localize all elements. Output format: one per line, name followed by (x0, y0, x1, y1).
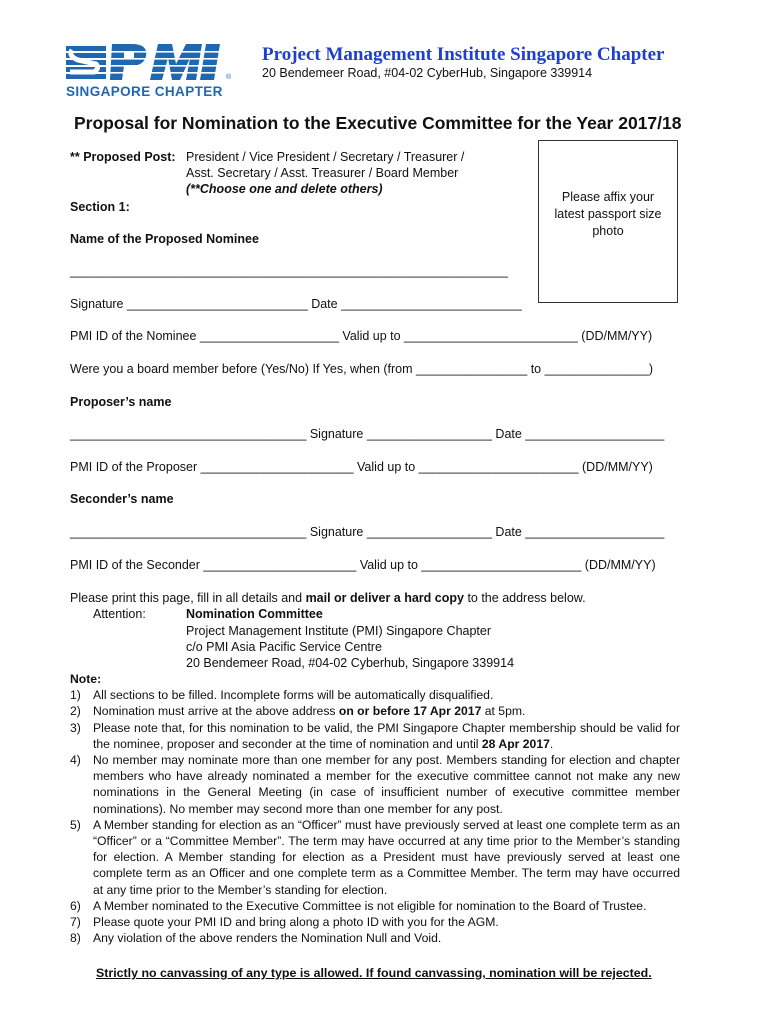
note-text (93, 720, 680, 752)
mailing-address-line1: Project Management Institute (PMI) Singapore Chapter (186, 624, 492, 638)
spmi-logo-icon (66, 42, 236, 82)
proposer-signature-date-field[interactable]: __________________________________ Signature __________________ Date ____________________ (70, 427, 665, 441)
note-number: 8) (70, 931, 81, 946)
proposer-name-label: Proposer’s name (70, 395, 172, 409)
note-text: All sections to be filled. Incomplete forms will be automatically disqualified. (93, 688, 494, 703)
note-number: 7) (70, 915, 81, 930)
note-item (70, 817, 680, 898)
nominee-name-field[interactable]: _______________________________________________________________ (70, 264, 508, 278)
note-text: Please quote your PMI ID and bring along a photo ID with you for the AGM. (93, 915, 499, 930)
seconder-name-label: Seconder’s name (70, 492, 174, 506)
note-number: 6) (70, 898, 81, 913)
seconder-pmi-id-field[interactable]: PMI ID of the Seconder ______________________ Valid up to _______________________ (DD/MM/YY) (70, 558, 656, 572)
note-number: 4) (70, 753, 81, 768)
note-text-part: Nomination must arrive at the above address (93, 704, 339, 719)
note-item (70, 914, 680, 930)
note-item (70, 687, 680, 703)
membership-valid-date: 28 Apr 2017 (481, 736, 550, 751)
proposed-post-instruction: (**Choose one and delete others) (186, 182, 383, 196)
organization-address: 20 Bendemeer Road, #04-02 CyberHub, Singapore 339914 (262, 66, 593, 80)
proposed-post-label: ** Proposed Post: (70, 150, 176, 164)
note-text: A Member standing for election as an “Officer” must have previously served at least one complete term as an “Officer” or a “Committee Member”. The term may have occurred at any time prior to the Member’s standing for election. A Member standing for election as a President must have previously served at least one complete term as an Officer and one complete term as a Committee Member. The term may have occurred at any time prior to the Member’s standing for election. (93, 817, 680, 897)
note-text: No member may nominate more than one member for any post. Members standing for election and chapter members who have already nominated a member for the executive committee cannot not make any new nominations in the General Meeting (in case of insufficient number of executive committee member nominations). No member may second more than one member for any post. (93, 753, 680, 816)
proposed-post-options-line1: President / Vice President / Secretary / Treasurer / (186, 150, 465, 164)
note-text: A Member nominated to the Executive Committee is not eligible for nomination to the Board of Trustee. (93, 898, 647, 913)
organization-title: Project Management Institute Singapore Chapter (262, 44, 665, 65)
nominee-signature-date-field[interactable]: Signature __________________________ Date __________________________ (70, 297, 522, 311)
note-number: 1) (70, 688, 81, 703)
form-title: Proposal for Nomination to the Executive Committee for the Year 2017/18 (74, 113, 682, 133)
note-item (70, 703, 680, 719)
section1-label: Section 1: (70, 200, 130, 214)
note-number: 3) (70, 720, 81, 735)
nominee-pmi-id-field[interactable]: PMI ID of the Nominee ____________________ Valid up to _________________________ (DD/MM/YY) (70, 329, 653, 343)
print-instructions-pre: Please print this page, fill in all details and (70, 591, 306, 605)
note-text-part: Please note that, for this nomination to be valid, the PMI Singapore Chapter membership should be valid for the nominee, proposer and seconder at the time of nomination and until (93, 720, 680, 751)
nominee-name-label: Name of the Proposed Nominee (70, 232, 259, 246)
mailing-address-line3: 20 Bendemeer Road, #04-02 Cyberhub, Singapore 339914 (186, 656, 515, 670)
pmi-singapore-logo (66, 42, 236, 100)
notes-section (70, 671, 680, 946)
note-text: Any violation of the above renders the Nomination Null and Void. (93, 931, 442, 946)
mailing-address-line2: c/o PMI Asia Pacific Service Centre (186, 640, 382, 654)
note-number: 5) (70, 817, 81, 832)
note-text-part: at 5pm. (481, 704, 526, 719)
print-instructions-bold: mail or deliver a hard copy (305, 591, 464, 605)
attention-label: Attention: (93, 607, 146, 621)
notes-label: Note: (70, 672, 102, 686)
print-instructions (70, 590, 586, 606)
registered-mark: ® (226, 74, 232, 81)
attention-name: Nomination Committee (186, 607, 323, 621)
no-canvassing-warning: Strictly no canvassing of any type is allowed. If found canvassing, nomination will be rejected. (96, 966, 652, 980)
proposed-post-options-line2: Asst. Secretary / Asst. Treasurer / Board Member (186, 166, 459, 180)
proposer-pmi-id-field[interactable]: PMI ID of the Proposer ______________________ Valid up to _______________________ (DD/MM/YY) (70, 460, 653, 474)
note-text-part: . (549, 736, 554, 751)
seconder-signature-date-field[interactable]: __________________________________ Signature __________________ Date ____________________ (70, 525, 665, 539)
logo-subtitle: SINGAPORE CHAPTER (66, 84, 223, 99)
photo-box-text: Please affix your latest passport size photo (554, 190, 662, 238)
note-item (70, 720, 680, 752)
deadline-date: on or before 17 Apr 2017 (338, 704, 482, 719)
print-instructions-post: to the address below. (463, 591, 586, 605)
board-member-history-field[interactable]: Were you a board member before (Yes/No) If Yes, when (from ________________ to _______________) (70, 362, 654, 376)
note-item (70, 752, 680, 817)
note-item (70, 898, 680, 914)
note-text (93, 703, 680, 719)
note-number: 2) (70, 704, 81, 719)
note-item (70, 930, 680, 946)
passport-photo-box (538, 140, 678, 303)
